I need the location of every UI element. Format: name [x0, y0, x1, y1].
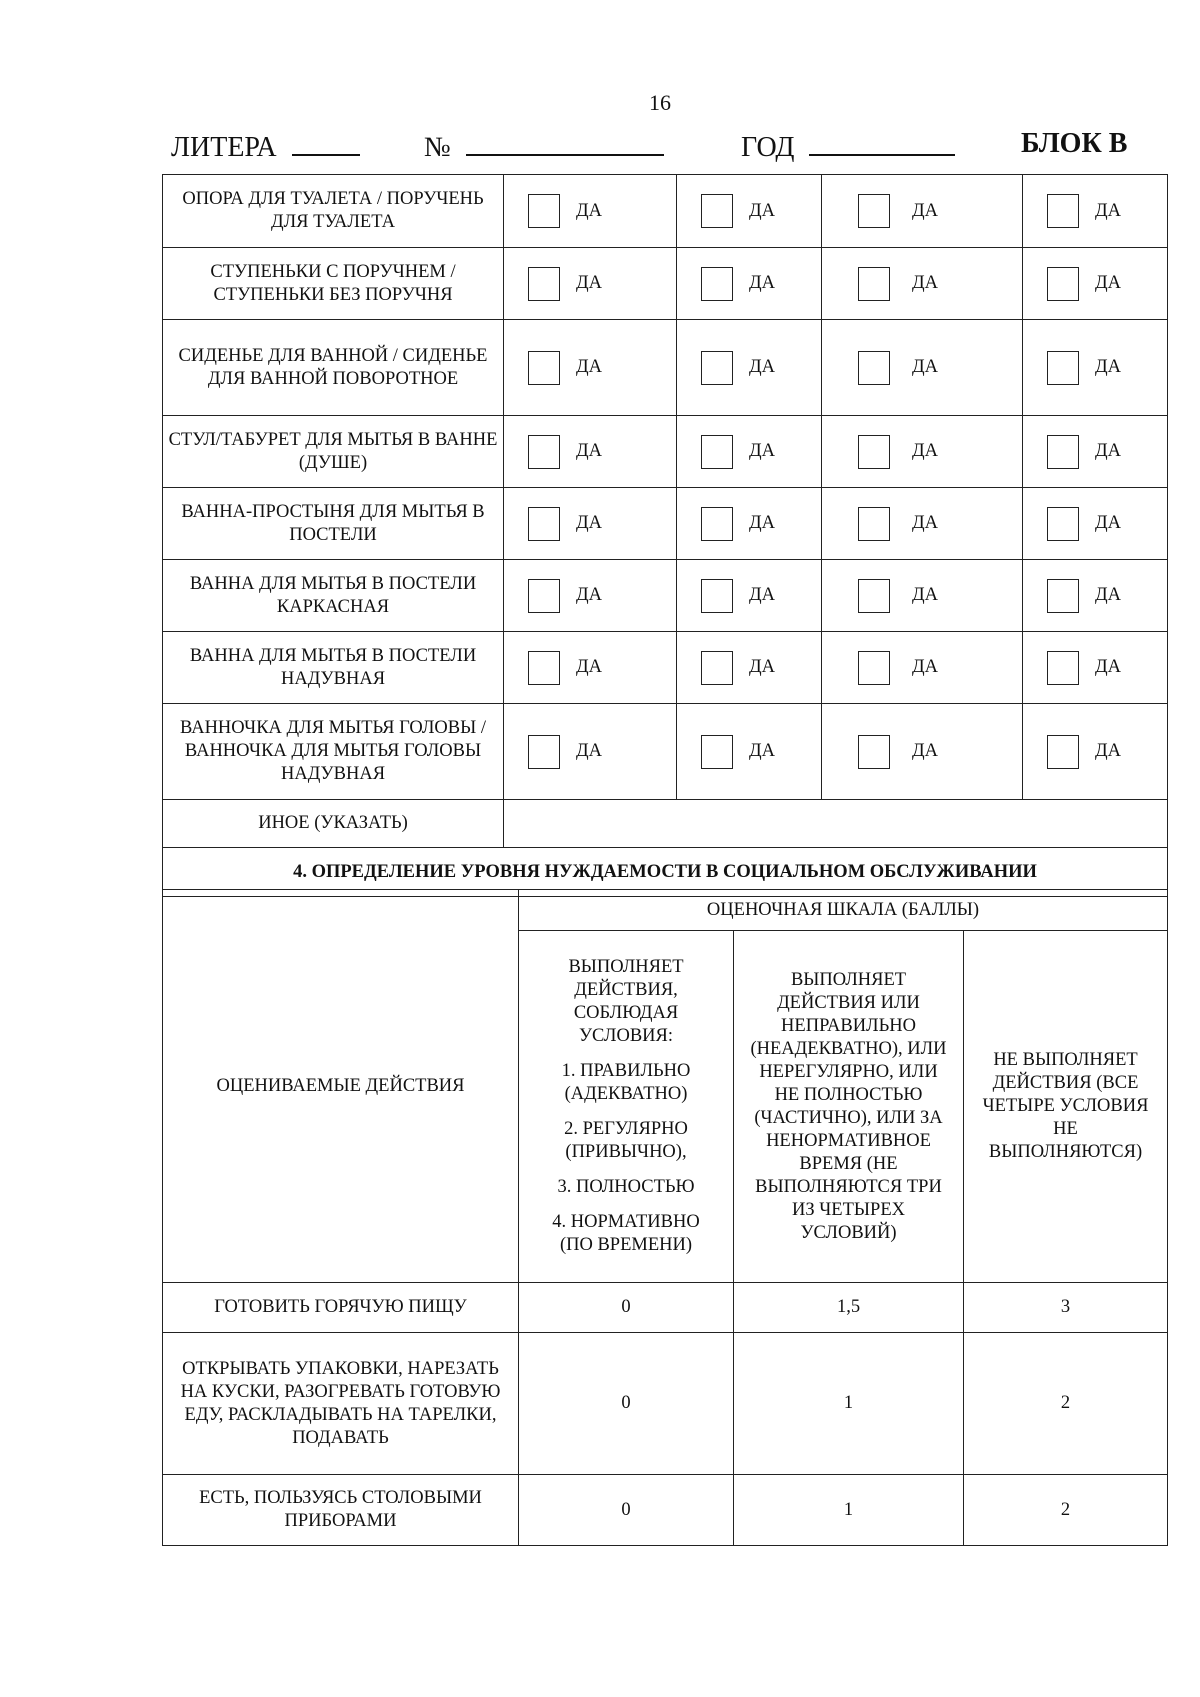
option-label: ДА [912, 441, 938, 461]
litera-field [171, 128, 360, 164]
action-label: ЕСТЬ, ПОЛЬЗУЯСЬ СТОЛОВЫМИ ПРИБОРАМИ [163, 1475, 519, 1546]
checkbox[interactable] [528, 267, 560, 301]
equipment-label: СИДЕНЬЕ ДЛЯ ВАННОЙ / СИДЕНЬЕ ДЛЯ ВАННОЙ ПОВОРОТНОЕ [163, 320, 504, 416]
checkbox-option[interactable] [1023, 507, 1167, 541]
score-cell[interactable]: 2 [964, 1475, 1168, 1546]
checkbox-option[interactable] [504, 267, 676, 301]
option-label: ДА [912, 357, 938, 377]
checkbox-option[interactable] [677, 735, 821, 769]
year-input-line[interactable] [809, 128, 955, 156]
checkbox[interactable] [528, 735, 560, 769]
option-label: ДА [749, 200, 775, 221]
scale-col-full-lead: ВЫПОЛНЯЕТ ДЕЙСТВИЯ, СОБЛЮДАЯ УСЛОВИЯ: [568, 957, 684, 1046]
score-cell[interactable]: 1,5 [734, 1283, 964, 1333]
checkbox-option[interactable] [677, 435, 821, 469]
checkbox[interactable] [528, 507, 560, 541]
litera-input-line[interactable] [292, 128, 360, 156]
equipment-label: ВАННА ДЛЯ МЫТЬЯ В ПОСТЕЛИ КАРКАСНАЯ [163, 560, 504, 632]
scale-col-none: НЕ ВЫПОЛНЯЕТ ДЕЙСТВИЯ (ВСЕ ЧЕТЫРЕ УСЛОВИЯ НЕ ВЫПОЛНЯЮТСЯ) [964, 931, 1168, 1283]
checkbox-option[interactable] [1023, 351, 1167, 385]
option-label: ДА [749, 513, 775, 533]
score-cell[interactable]: 0 [519, 1333, 734, 1475]
checkbox-option[interactable] [504, 651, 676, 685]
checkbox-option[interactable] [504, 507, 676, 541]
checkbox[interactable] [528, 351, 560, 385]
option-label: ДА [749, 657, 775, 677]
option-label: ДА [1095, 200, 1121, 221]
checkbox[interactable] [858, 351, 890, 385]
checkbox[interactable] [701, 651, 733, 685]
checkbox-option[interactable] [504, 351, 676, 385]
option-label: ДА [1095, 585, 1121, 605]
checkbox-option[interactable] [677, 194, 821, 228]
checkbox[interactable] [701, 351, 733, 385]
checkbox-option[interactable] [822, 351, 1022, 385]
checkbox-option[interactable] [1023, 194, 1167, 228]
scale-header: ОЦЕНОЧНАЯ ШКАЛА (БАЛЛЫ) [519, 890, 1168, 931]
checkbox[interactable] [701, 507, 733, 541]
action-label: ГОТОВИТЬ ГОРЯЧУЮ ПИЩУ [163, 1283, 519, 1333]
checkbox-option[interactable] [1023, 735, 1167, 769]
checkbox[interactable] [858, 735, 890, 769]
checkbox[interactable] [528, 435, 560, 469]
checkbox-option[interactable] [677, 579, 821, 613]
checkbox-option[interactable] [1023, 267, 1167, 301]
checkbox[interactable] [701, 194, 733, 228]
option-label: ДА [912, 741, 938, 761]
page-number: 16 [649, 90, 671, 115]
scale-col-full [519, 931, 734, 1283]
checkbox[interactable] [1047, 194, 1079, 228]
checkbox[interactable] [858, 651, 890, 685]
checkbox[interactable] [1047, 507, 1079, 541]
checkbox[interactable] [858, 507, 890, 541]
option-label: ДА [576, 741, 602, 761]
equipment-label: ВАННОЧКА ДЛЯ МЫТЬЯ ГОЛОВЫ / ВАННОЧКА ДЛЯ МЫТЬЯ ГОЛОВЫ НАДУВНАЯ [163, 704, 504, 800]
score-cell[interactable]: 1 [734, 1333, 964, 1475]
option-label: ДА [576, 585, 602, 605]
checkbox-option[interactable] [822, 651, 1022, 685]
assessment-row [163, 1475, 1168, 1546]
option-label: ДА [912, 585, 938, 605]
block-label: БЛОК В [1021, 128, 1128, 159]
option-label: ДА [576, 200, 602, 221]
option-label: ДА [1095, 741, 1121, 761]
checkbox-option[interactable] [504, 579, 676, 613]
option-label: ДА [1095, 513, 1121, 533]
checkbox-option[interactable] [504, 435, 676, 469]
checkbox[interactable] [528, 579, 560, 613]
checkbox[interactable] [701, 735, 733, 769]
assessment-row [163, 1283, 1168, 1333]
score-cell[interactable]: 1 [734, 1475, 964, 1546]
assessment-row [163, 1333, 1168, 1475]
option-label: ДА [749, 441, 775, 461]
checkbox-option[interactable] [677, 651, 821, 685]
section-title: 4. ОПРЕДЕЛЕНИЕ УРОВНЯ НУЖДАЕМОСТИ В СОЦИАЛЬНОМ ОБСЛУЖИВАНИИ [163, 848, 1168, 897]
checkbox-option[interactable] [504, 735, 676, 769]
other-label: ИНОЕ (УКАЗАТЬ) [163, 800, 504, 848]
checkbox[interactable] [858, 194, 890, 228]
equipment-row [163, 704, 1168, 800]
assessment-table [162, 889, 1168, 1546]
equipment-label: СТУПЕНЬКИ С ПОРУЧНЕМ / СТУПЕНЬКИ БЕЗ ПОРУЧНЯ [163, 248, 504, 320]
option-label: ДА [912, 657, 938, 677]
equipment-row [163, 175, 1168, 248]
checkbox[interactable] [858, 579, 890, 613]
equipment-row [163, 632, 1168, 704]
score-cell[interactable]: 3 [964, 1283, 1168, 1333]
checkbox[interactable] [528, 651, 560, 685]
year-label: ГОД [741, 132, 795, 163]
option-label: ДА [912, 200, 938, 221]
equipment-row [163, 416, 1168, 488]
checkbox[interactable] [701, 267, 733, 301]
equipment-label: ОПОРА ДЛЯ ТУАЛЕТА / ПОРУЧЕНЬ ДЛЯ ТУАЛЕТА [163, 175, 504, 248]
option-label: ДА [576, 441, 602, 461]
other-input[interactable] [504, 800, 1168, 848]
checkbox[interactable] [1047, 735, 1079, 769]
action-label: ОТКРЫВАТЬ УПАКОВКИ, НАРЕЗАТЬ НА КУСКИ, РАЗОГРЕВАТЬ ГОТОВУЮ ЕДУ, РАСКЛАДЫВАТЬ НА ТАРЕЛКИ, ПОДАВАТЬ [163, 1333, 519, 1475]
option-label: ДА [749, 357, 775, 377]
condition-1: 1. ПРАВИЛЬНО (АДЕКВАТНО) [561, 1061, 691, 1104]
checkbox[interactable] [1047, 651, 1079, 685]
number-label: № [424, 132, 451, 163]
option-label: ДА [749, 273, 775, 293]
option-label: ДА [1095, 657, 1121, 677]
equipment-row [163, 560, 1168, 632]
checkbox-option[interactable] [1023, 435, 1167, 469]
equipment-row [163, 488, 1168, 560]
checkbox-option[interactable] [822, 194, 1022, 228]
checkbox[interactable] [1047, 267, 1079, 301]
number-field [424, 128, 664, 164]
year-field [741, 128, 955, 164]
option-label: ДА [576, 273, 602, 293]
checkbox-option[interactable] [677, 351, 821, 385]
form-header [171, 128, 1131, 168]
condition-3: 3. ПОЛНОСТЬЮ [557, 1177, 695, 1197]
checkbox[interactable] [701, 579, 733, 613]
checkbox[interactable] [1047, 351, 1079, 385]
checkbox[interactable] [528, 194, 560, 228]
option-label: ДА [1095, 357, 1121, 377]
option-label: ДА [576, 357, 602, 377]
equipment-label: ВАННА-ПРОСТЫНЯ ДЛЯ МЫТЬЯ В ПОСТЕЛИ [163, 488, 504, 560]
checkbox[interactable] [1047, 435, 1079, 469]
option-label: ДА [912, 273, 938, 293]
option-label: ДА [912, 513, 938, 533]
equipment-label: ВАННА ДЛЯ МЫТЬЯ В ПОСТЕЛИ НАДУВНАЯ [163, 632, 504, 704]
equipment-label: СТУЛ/ТАБУРЕТ ДЛЯ МЫТЬЯ В ВАННЕ (ДУШЕ) [163, 416, 504, 488]
checkbox-option[interactable] [677, 267, 821, 301]
checkbox[interactable] [1047, 579, 1079, 613]
actions-header: ОЦЕНИВАЕМЫЕ ДЕЙСТВИЯ [163, 890, 519, 1283]
equipment-row [163, 320, 1168, 416]
option-label: ДА [576, 657, 602, 677]
option-label: ДА [1095, 273, 1121, 293]
score-cell[interactable]: 0 [519, 1475, 734, 1546]
number-input-line[interactable] [466, 128, 664, 156]
checkbox[interactable] [858, 267, 890, 301]
litera-label: ЛИТЕРА [171, 132, 277, 163]
condition-2: 2. РЕГУЛЯРНО (ПРИВЫЧНО), [564, 1119, 688, 1162]
checkbox-option[interactable] [677, 507, 821, 541]
option-label: ДА [749, 585, 775, 605]
checkbox-option[interactable] [822, 507, 1022, 541]
checkbox-option[interactable] [504, 194, 676, 228]
checkbox-option[interactable] [822, 435, 1022, 469]
checkbox-option[interactable] [1023, 651, 1167, 685]
equipment-row [163, 248, 1168, 320]
equipment-table [162, 174, 1168, 897]
checkbox-option[interactable] [822, 579, 1022, 613]
scale-col-partial: ВЫПОЛНЯЕТ ДЕЙСТВИЯ ИЛИ НЕПРАВИЛЬНО (НЕАДЕКВАТНО), ИЛИ НЕРЕГУЛЯРНО, ИЛИ НЕ ПОЛНОСТЬЮ (ЧАСТИЧНО), ИЛИ ЗА НЕНОРМАТИВНОЕ ВРЕМЯ (НЕ ВЫПОЛНЯЮТСЯ ТРИ ИЗ ЧЕТЫРЕХ УСЛОВИЙ) [734, 931, 964, 1283]
option-label: ДА [1095, 441, 1121, 461]
checkbox-option[interactable] [1023, 579, 1167, 613]
option-label: ДА [576, 513, 602, 533]
option-label: ДА [749, 741, 775, 761]
checkbox-option[interactable] [822, 735, 1022, 769]
score-cell[interactable]: 0 [519, 1283, 734, 1333]
condition-4: 4. НОРМАТИВНО (ПО ВРЕМЕНИ) [552, 1212, 700, 1255]
checkbox[interactable] [701, 435, 733, 469]
checkbox[interactable] [858, 435, 890, 469]
other-row [163, 800, 1168, 848]
score-cell[interactable]: 2 [964, 1333, 1168, 1475]
checkbox-option[interactable] [822, 267, 1022, 301]
